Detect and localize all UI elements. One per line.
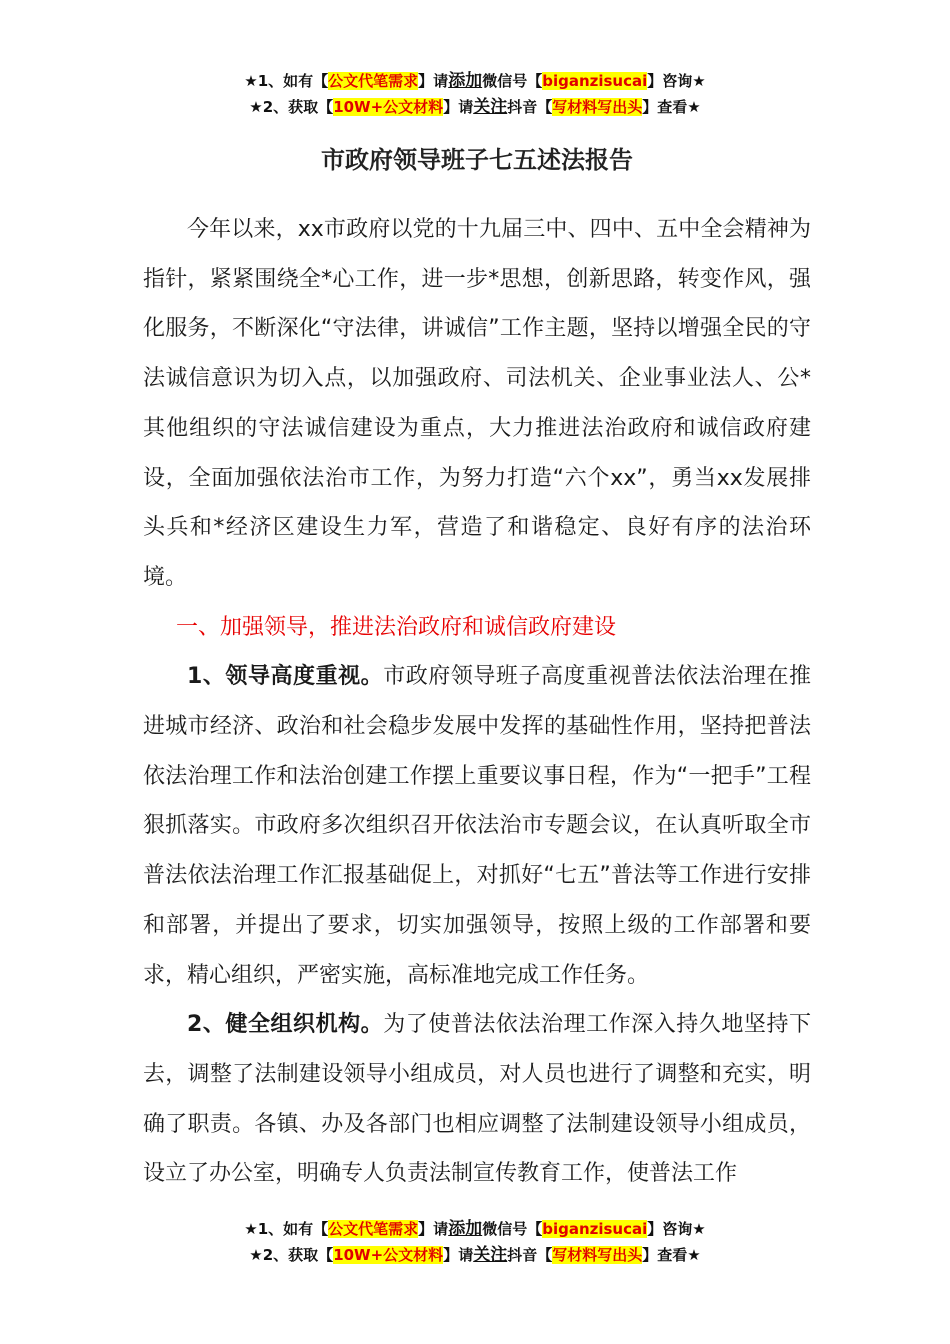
- promo-banner-bottom: [0, 1216, 950, 1268]
- highlight-materials-bottom: 10W+公文材料: [333, 1246, 444, 1264]
- highlight-wechat-id: biganzisucai: [542, 72, 648, 90]
- highlight-service: 公文代笔需求: [328, 72, 419, 90]
- promo-banner-top: [0, 68, 950, 120]
- highlight-service-bottom: 公文代笔需求: [328, 1220, 419, 1238]
- underlined-add-bottom: 添加: [448, 1219, 483, 1239]
- highlight-wechat-id-bottom: biganzisucai: [542, 1220, 648, 1238]
- underlined-follow: 关注: [473, 97, 508, 117]
- underlined-add: 添加: [448, 71, 483, 91]
- item-2-paragraph: [143, 1000, 811, 1199]
- item-1-body: 市政府领导班子高度重视普法依法治理在推进城市经济、政治和社会稳步发展中发挥的基础性作用，坚持把普法依法治理工作和法治创建工作摆上重要议事日程，作为“一把手”工程狠抓落实。市政府多次组织召开依法治市专题会议，在认真听取全市普法依法治理工作汇报基础促上，对抓好“七五”普法等工作进行安排和部署，并提出了要求，切实加强领导，按照上级的工作部署和要求，精心组织，严密实施，高标准地完成工作任务。: [143, 664, 811, 988]
- item-2-lead: 2、健全组织机构。: [187, 1012, 384, 1038]
- promo-line-1-bottom: ★1、如有【公文代笔需求】请添加微信号【biganzisucai】咨询★: [244, 1219, 706, 1239]
- highlight-douyin-id: 写材料写出头: [552, 98, 643, 116]
- section-heading-1: 一、加强领导，推进法治政府和诚信政府建设: [176, 614, 617, 640]
- underlined-follow-bottom: 关注: [473, 1245, 508, 1265]
- promo-line-2: ★2、获取【10W+公文材料】请关注抖音【写材料写出头】查看★: [249, 97, 701, 117]
- promo-line-1: ★1、如有【公文代笔需求】请添加微信号【biganzisucai】咨询★: [244, 71, 706, 91]
- item-2-body: 为了使普法依法治理工作深入持久地坚持下去，调整了法制建设领导小组成员，对人员也进行了调整和充实，明确了职责。各镇、办及各部门也相应调整了法制建设领导小组成员，设立了办公室，明确专人负责法制宣传教育工作，使普法工作: [143, 1012, 811, 1187]
- intro-paragraph: 今年以来，xx市政府以党的十九届三中、四中、五中全会精神为指针，紧紧围绕全*心工作，进一步*思想，创新思路，转变作风，强化服务，不断深化“守法律，讲诚信”工作主题，坚持以增强全民的守法诚信意识为切入点，以加强政府、司法机关、企业事业法人、公*其他组织的守法诚信建设为重点，大力推进法治政府和诚信政府建设，全面加强依法治市工作，为努力打造“六个xx”，勇当xx发展排头兵和*经济区建设生力军，营造了和谐稳定、良好有序的法治环境。: [143, 217, 812, 590]
- document-title: 市政府领导班子七五述法报告: [321, 146, 633, 174]
- document-body: [143, 142, 811, 1199]
- highlight-douyin-id-bottom: 写材料写出头: [552, 1246, 643, 1264]
- item-1-paragraph: [143, 652, 811, 1000]
- promo-line-2-bottom: ★2、获取【10W+公文材料】请关注抖音【写材料写出头】查看★: [249, 1245, 701, 1265]
- highlight-materials: 10W+公文材料: [333, 98, 444, 116]
- item-1-lead: 1、领导高度重视。: [187, 664, 384, 690]
